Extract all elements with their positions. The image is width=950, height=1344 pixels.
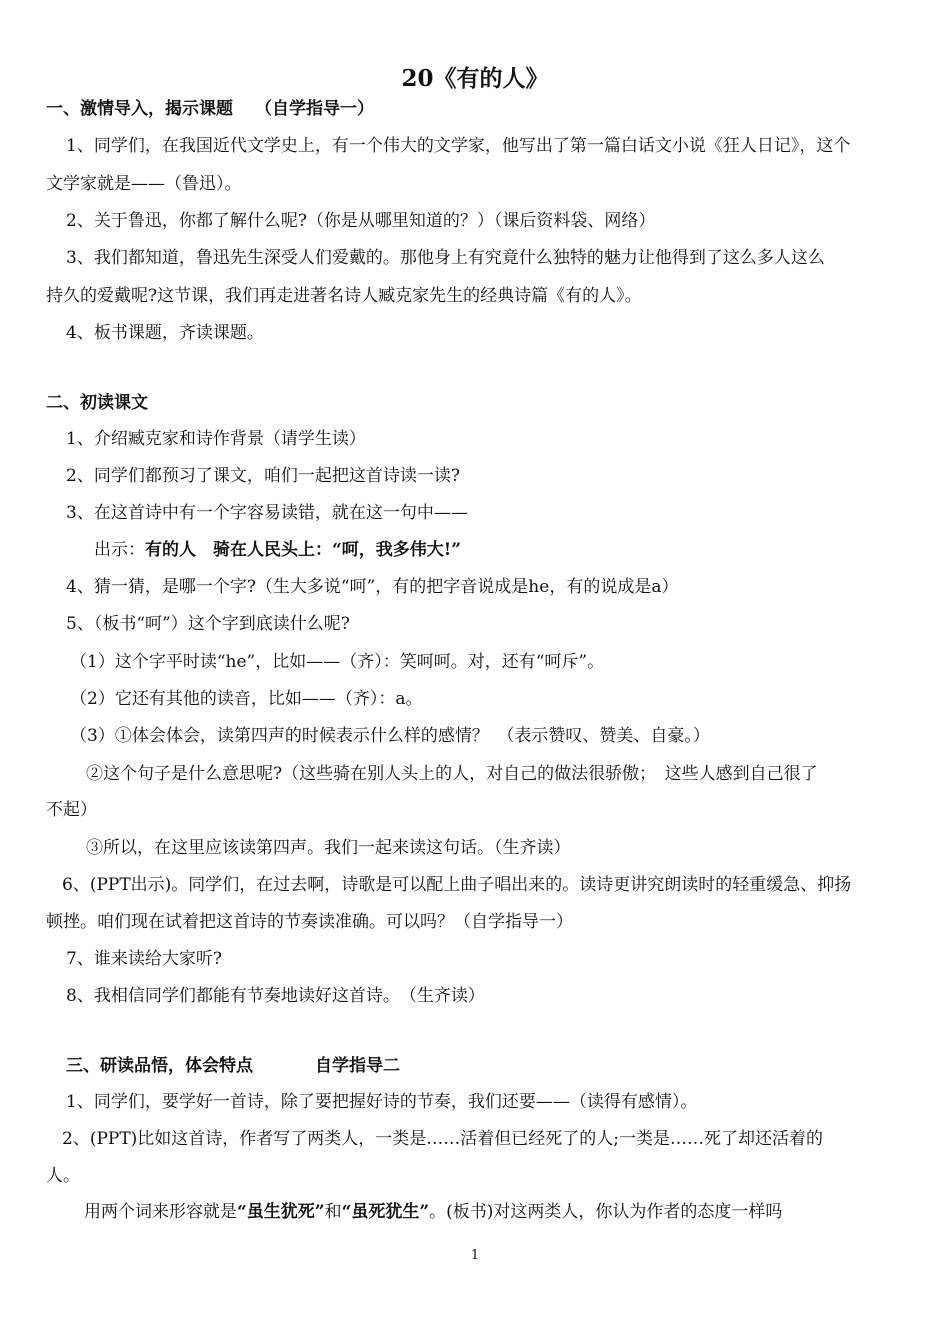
section2-heading: 二、初读课文 bbox=[46, 393, 148, 413]
show-label: 出示： bbox=[94, 540, 145, 560]
section2-sub3-2-line1: ②这个句子是什么意思呢?（这些骑在别人头上的人，对自己的做法很骄傲； 这些人感到自己很了 bbox=[86, 764, 818, 784]
section2-show-line bbox=[94, 538, 461, 562]
section3-paragraph bbox=[84, 1200, 782, 1224]
section1-item3-line1: 3、我们都知道，鲁迅先生深受人们爱戴的。那他身上有究竟什么独特的魅力让他得到了这么多人这么 bbox=[66, 248, 825, 268]
section3-item1: 1、同学们，要学好一首诗，除了要把握好诗的节奏，我们还要——（读得有感情）。 bbox=[66, 1092, 698, 1112]
show-quote: 有的人 骑在人民头上：“呵，我多伟大!” bbox=[145, 540, 462, 560]
section1-heading-note: （自学指导一） bbox=[255, 99, 374, 119]
section1-item1-line1: 1、同学们，在我国近代文学史上，有一个伟大的文学家，他写出了第一篇白话文小说《狂人日记》，这个 bbox=[66, 136, 851, 156]
section1-item3-line2: 持久的爱戴呢?这节课，我们再走进著名诗人臧克家先生的经典诗篇《有的人》。 bbox=[46, 286, 642, 306]
section2-item1: 1、介绍臧克家和诗作背景（请学生读） bbox=[66, 429, 366, 449]
section2-sub1: （1）这个字平时读“he”，比如——（齐）：笑呵呵。对，还有“呵斥”。 bbox=[70, 652, 605, 672]
paragraph-part-a: 用两个词来形容就是 bbox=[84, 1202, 237, 1222]
section1-item1-line2: 文学家就是——（鲁迅）。 bbox=[46, 174, 242, 194]
section2-item5: 5、（板书“呵”）这个字到底读什么呢? bbox=[66, 614, 350, 634]
section2-item3: 3、在这首诗中有一个字容易读错，就在这一句中—— bbox=[66, 503, 468, 523]
paragraph-part-b: 和 bbox=[324, 1202, 342, 1222]
quote-dead-but-alive: “虽死犹生” bbox=[341, 1202, 430, 1222]
section3-heading: 三、研读品悟，体会特点 bbox=[66, 1056, 253, 1076]
quote-alive-but-dead: “虽生犹死” bbox=[237, 1202, 325, 1222]
section1-heading: 一、激情导入，揭示课题 bbox=[46, 99, 233, 119]
section2-item6-line1: 6、(PPT出示)。同学们，在过去啊，诗歌是可以配上曲子唱出来的。读诗更讲究朗读时的轻重缓急、抑扬 bbox=[62, 875, 852, 895]
section2-item2: 2、同学们都预习了课文，咱们一起把这首诗读一读? bbox=[66, 466, 460, 486]
section2-item7: 7、谁来读给大家听? bbox=[66, 949, 222, 969]
document-title: 20《有的人》 bbox=[401, 65, 549, 92]
section1-item4: 4、板书课题，齐读课题。 bbox=[66, 323, 264, 343]
section3-item2-line2: 人。 bbox=[46, 1166, 80, 1186]
section2-item4: 4、猜一猜，是哪一个字?（生大多说“呵”，有的把字音说成是he，有的说成是a） bbox=[66, 577, 679, 597]
page-number: 1 bbox=[470, 1248, 480, 1263]
section2-sub3-2-line2: 不起） bbox=[46, 800, 97, 820]
section3-item2-line1: 2、(PPT)比如这首诗，作者写了两类人，一类是……活着但已经死了的人;一类是……死了却还活着的 bbox=[62, 1129, 824, 1149]
section2-sub3-3: ③所以，在这里应该读第四声。我们一起来读这句话。（生齐读） bbox=[86, 838, 571, 858]
section2-sub3: （3）①体会体会，读第四声的时候表示什么样的感情？ （表示赞叹、赞美、自豪。） bbox=[70, 726, 710, 746]
section2-item6-line2: 顿挫。咱们现在试着把这首诗的节奏读准确。可以吗？（自学指导一） bbox=[46, 912, 573, 932]
section2-item8: 8、我相信同学们都能有节奏地读好这首诗。 （生齐读） bbox=[66, 986, 485, 1006]
section3-heading-note: 自学指导二 bbox=[315, 1056, 400, 1076]
section3-heading-line bbox=[66, 1054, 400, 1078]
paragraph-part-c: 。(板书)对这两类人，你认为作者的态度一样吗 bbox=[429, 1202, 783, 1222]
section1-item2: 2、关于鲁迅，你都了解什么呢?（你是从哪里知道的？）（课后资料袋、网络） bbox=[66, 211, 656, 231]
section2-sub2: （2）它还有其他的读音，比如——（齐）：a。 bbox=[70, 689, 423, 709]
section1-heading-line bbox=[46, 97, 374, 121]
